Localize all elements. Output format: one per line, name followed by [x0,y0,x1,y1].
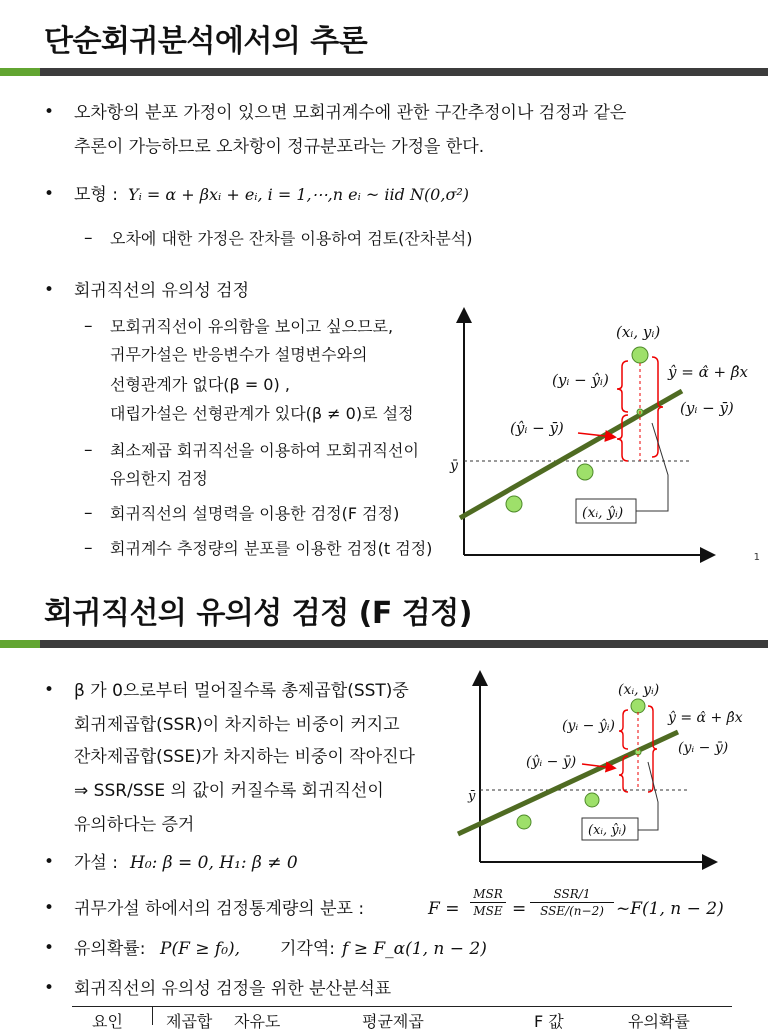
bullet-text: 오차항의 분포 가정이 있으면 모회귀계수에 관한 구간추정이나 검정과 같은 [74,103,627,123]
fraction-ssr-sse: SSR/1 SSE/(n−2) [530,886,614,919]
table-header: 유의확률 [628,1012,690,1031]
mean-label: ȳ [468,789,476,804]
title-underline-bar [0,68,768,76]
table-header: 평균제곱 [362,1012,424,1031]
mean-label: ȳ [450,458,458,474]
sub-bullet-text: 회귀계수 추정량의 분포를 이용한 검정(t 검정) [110,539,433,558]
data-point [585,793,599,807]
fitted-point-label: (xᵢ, ŷᵢ) [582,505,624,521]
pvalue-expression: P(F ≥ f₀), [160,939,241,959]
total-deviation-label: (yᵢ − ȳ) [678,740,729,756]
sub-bullet-text: 오차에 대한 가정은 잔차를 이용하여 검토(잔차분석) [110,229,473,248]
data-point [577,464,593,480]
pointer-line [638,762,658,830]
dash-marker: – [84,440,93,460]
equals-sign: = [512,899,527,919]
total-deviation-label: (yᵢ − ȳ) [680,399,734,417]
bullet-text: 유의하다는 증거 [74,815,195,835]
regression-deviation-label: (ŷᵢ − ȳ) [510,419,564,437]
residual-label: (yᵢ − ŷᵢ) [562,718,616,734]
bullet-marker: • [44,184,55,204]
bullet-marker: • [44,898,55,918]
table-header: 자유도 [234,1012,281,1031]
model-equation: Yᵢ = α + βxᵢ + eᵢ, i = 1,⋯,n eᵢ ~ iid N(0,σ²) [128,185,470,204]
sub-bullet-text: 유의한지 검정 [110,469,208,488]
pvalue-label: 유의확률: [74,939,146,959]
data-point [632,347,648,363]
regression-diagram [440,305,768,570]
regression-line [458,732,678,834]
residual-brace [617,361,628,412]
dash-marker: – [84,228,93,248]
bullet-text: ⇒ SSR/SSE 의 값이 커질수록 회귀직선이 [74,781,384,801]
bullet-text: 추론이 가능하므로 오차항이 정규분포라는 가정을 한다. [74,137,485,157]
bullet-marker: • [44,680,55,700]
hypothesis-equation: H₀: β = 0, H₁: β ≠ 0 [130,853,298,873]
f-distribution: ~F(1, n − 2) [616,899,724,919]
slide-title: 회귀직선의 유의성 검정 (F 검정) [44,596,472,631]
regression-deviation-label: (ŷᵢ − ȳ) [526,754,577,770]
regression-diagram-2 [452,670,768,870]
statistic-label: 귀무가설 하에서의 검정통계량의 분포 : [74,899,365,919]
dash-marker: – [84,503,93,523]
table-header: 제곱합 [166,1012,213,1031]
sub-bullet-text: 선형관계가 없다(β = 0) , [110,375,290,394]
data-point [631,699,645,713]
statistic-lhs: F = [428,899,460,919]
data-point [506,496,522,512]
sub-bullet-text: 회귀직선의 설명력을 이용한 검정(F 검정) [110,504,400,523]
point-label: (xᵢ, yᵢ) [616,323,661,341]
fit-equation-label: ŷ = α̂ + β̂x [668,363,748,381]
bullet-marker: • [44,102,55,122]
anova-table [72,1006,732,1031]
model-label: 모형 : [74,185,118,205]
regression-line [460,391,682,518]
table-header: F 값 [534,1012,564,1031]
bullet-marker: • [44,978,55,998]
bullet-marker: • [44,280,55,300]
rejection-label: 기각역: [280,939,335,959]
sub-bullet-text: 모회귀직선이 유의함을 보이고 싶으므로, [110,317,394,336]
rejection-region: f ≥ F_α(1, n − 2) [342,939,487,959]
dash-marker: – [84,538,93,558]
sub-bullet-text: 최소제곱 회귀직선을 이용하여 모회귀직선이 [110,441,419,460]
slide-title: 단순회귀분석에서의 추론 [44,24,368,59]
point-label: (xᵢ, yᵢ) [618,682,660,698]
title-underline-bar [0,640,768,648]
bullet-marker: • [44,852,55,872]
sub-bullet-text: 귀무가설은 반응변수가 설명변수와의 [110,345,368,364]
bullet-text: 회귀제곱합(SSR)이 차지하는 비중이 커지고 [74,715,400,735]
bullet-text: β 가 0으로부터 멀어질수록 총제곱합(SST)중 [74,681,409,701]
fraction-msr-mse: MSR MSE [470,886,506,919]
bullet-marker: • [44,938,55,958]
data-point [517,815,531,829]
hypothesis-label: 가설 : [74,853,118,873]
residual-brace [619,710,628,749]
bullet-text: 잔차제곱합(SSE)가 차지하는 비중이 작아진다 [74,747,415,767]
sub-bullet-text: 대립가설은 선형관계가 있다(β ≠ 0)로 설정 [110,404,414,423]
residual-label: (yᵢ − ŷᵢ) [552,371,609,389]
pointer-line [636,423,668,511]
page-number: 1 [753,552,760,563]
dash-marker: – [84,316,93,336]
bullet-text: 회귀직선의 유의성 검정 [74,281,250,301]
fitted-point-label: (xᵢ, ŷᵢ) [588,823,627,838]
bullet-text: 회귀직선의 유의성 검정을 위한 분산분석표 [74,979,392,999]
fit-equation-label: ŷ = α̂ + β̂x [668,710,743,726]
table-header: 요인 [92,1012,123,1031]
